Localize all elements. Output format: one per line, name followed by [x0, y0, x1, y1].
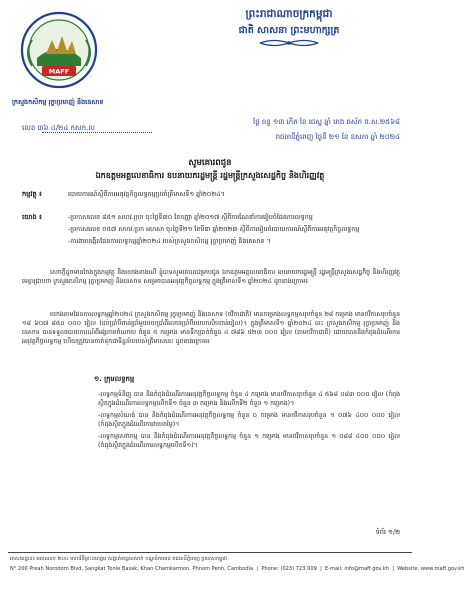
footer-phone: Phone: (023) 723 009 — [261, 566, 317, 572]
reference-number: ៣៦ ៤/២៤ កសក.ល — [37, 124, 95, 132]
reference-item: -ការងារបង្កើតផែនការលទ្ធកម្មឆ្នាំ២០២៤ របស់ក្រសួងកសិកម្ម រុក្ខាប្រមាញ់ និងនេសាទ ។ — [68, 238, 271, 245]
references-label: យោង ៖ — [22, 213, 42, 221]
emblem-text: MAFF — [48, 67, 70, 76]
bullet-item: -លទ្ធកម្មទំនិញ បាន និងកំពុងដំណើរការអនុវត្តកិច្ចលទ្ធកម្ម ចំនួន ៤ កម្រោង មានថវិកាសរុបចំនួន ៤ ៥៦៨ ០៨៣ ០០០ រៀល (កំពុងស្ថិតក្នុងដំណើរការលទ្ធកម្មលើកទី១ ចំនួន ៣ កម្រោង និងលើកទី២ ចំនួន ១ កម្រោង)។ — [98, 391, 400, 407]
salutation-line: សូមគោរពជូន — [188, 158, 232, 168]
national-motto: ជាតិ សាសនា ព្រះមហាក្សត្រ — [238, 25, 340, 36]
recipient-line: ឯកឧត្តមអគ្គលេខាធិការ ឧបនាយករដ្ឋមន្ត្រី រដ្ឋមន្ត្រីក្រសួងសេដ្ឋកិច្ច និងហិរញ្ញវត្ថុ — [95, 170, 325, 180]
kingdom-heading: ព្រះរាជាណាចក្រកម្ពុជា — [245, 8, 333, 20]
ornament-divider-icon — [258, 38, 320, 48]
reference-underline — [42, 132, 152, 133]
reference-item: -ប្រកាសលេខ ០៥៧ សហវ.ប្រក អហសា ចុះថ្ងៃទី២១ ខែមីនា ឆ្នាំ២០២៣ ស្តីពីការរៀបចំរបាយការណ៍ស្តីពីការអនុវត្តកិច្ចលទ្ធកម្ម — [68, 226, 360, 233]
page-number: ទំព័រ ១/២ — [375, 528, 400, 536]
footer-address-en-text: N° 200 Preah Norodom Blvd, Sangkat Tonle Basak, Khan Chamkarmon, Phnom Penh, Cambodia — [10, 566, 254, 572]
reference-label: លេខ — [22, 124, 36, 132]
footer-email: E-mail: info@maff.gov.kh — [325, 566, 389, 572]
ministry-name: ក្រសួងកសិកម្ម រុក្ខាប្រមាញ់ និងនេសាទ — [12, 98, 104, 106]
references-list — [68, 213, 398, 249]
subject-label: កម្មវត្ថុ ៖ — [22, 190, 42, 198]
footer-address-english: N° 200 Preah Norodom Blvd, Sangkat Tonle Basak, Khan Chamkarmon, Phnom Penh, Cambodia | Phone: (023) 723 009 | E-mail: info@maff.gov.kh | Website: www.maff.gov.kh — [10, 566, 464, 572]
section-heading: ១. ក្រុមលទ្ធកម្ម — [94, 375, 135, 383]
footer-divider — [8, 552, 412, 553]
footer-address-kh-text: អាសយដ្ឋាន៖ អគារលេខ ២០០ មហាវិថីព្រះនរោត្តម សង្កាត់ទន្លេបាសាក់ ខណ្ឌចំការមន រាជធានីភ្នំពេញ ប្រទេសកម្ពុជា — [10, 556, 228, 562]
reference-item: -ប្រកាសលេខ ៨៥១ សហវ.ប្រក ចុះថ្ងៃទី៣០ ខែកញ្ញា ឆ្នាំ២០១៧ ស្តីពីការណែនាំការរៀបចំផែនការលទ្ធកម្ម — [68, 214, 313, 221]
intro-paragraph: សេចក្តីដូចមានចែងក្នុងកម្មវត្ថុ និងយោងខាងលើ ខ្ញុំបាទសូមគោរពជម្រាបជូន ឯកឧត្តមអគ្គលេខាធិការ ឧបនាយករដ្ឋមន្ត្រី រដ្ឋមន្ត្រីក្រសួងសេដ្ឋកិច្ច និងហិរញ្ញវត្ថុ មេត្តាជ្រាបថា ក្រសួងកសិកម្ម រុក្ខាប្រមាញ់ និងនេសាទ សម្រេចបានអនុវត្តកិច្ចលទ្ធកម្ម ក្នុងត្រីមាសទី១ ឆ្នាំ២០២៤ ដូចខាងក្រោម៖ — [22, 269, 400, 285]
bullet-item: -លទ្ធកម្មសំណង់ បាន និងកំពុងដំណើរការអនុវត្តកិច្ចលទ្ធកម្ម ចំនួន ០ កម្រោង មានថវិកាសរុបចំនួន ១ ០៧៦ ៤០០ ០០០ រៀល (កំពុងស្ថិតក្នុងដំណើរការវាយតម្លៃ)។ — [98, 412, 400, 428]
footer-website: Website: www.maff.gov.kh — [397, 566, 464, 572]
footer-address-khmer — [10, 556, 410, 563]
bullet-item: -លទ្ធកម្មសេវាកម្ម បាន និងកំពុងដំណើរការអនុវត្តកិច្ចលទ្ធកម្ម ចំនួន ១ កម្រោង មានថវិកាសរុបចំនួន ១ ០៨៨ ៤០០ ០០០ រៀល (កំពុងស្ថិតក្នុងដំណើរការលទ្ធកម្មលើកទី១)។ — [98, 433, 400, 449]
subject-text: របាយការណ៍ស្តីពីការអនុវត្តកិច្ចលទ្ធកម្មប្រចាំត្រីមាសទី១ ឆ្នាំ២០២៤។ — [68, 191, 225, 198]
summary-paragraph: យោងតាមផែនការលទ្ធកម្មឆ្នាំ២០២៤ ក្រសួងកសិកម្ម រុក្ខាប្រមាញ់ និងនេសាទ (ថវិកាជាតិ) មានកម្រោងលទ្ធកម្មសរុបចំនួន ២៨ កម្រោង មានថវិកាសរុបចំនួន ១៨ ៦០៧ ៨៥០ ០០០ រៀល (ដប់ប្រាំបីពាន់ប្រាំមួយរយប្រាំពីរលានប្រាំបីរយហាសិបពាន់រៀល)។ ក្នុងត្រីមាសទី១ ឆ្នាំ២០២៤ នេះ ក្រសួងកសិកម្ម រុក្ខាប្រមាញ់ និងនេសាទ បានទទួលរបាយការណ៍ពីអង្គភាពចំណាយ ចំនួន ៥ កម្រោង មានទឹកប្រាក់ចំនួន ៤ ៧៨៦ ៥២៣ ០០០ រៀល (តាមថវិកាជាតិ) ដោយបាននិងកំពុងដំណើរការអនុវត្តកិច្ចលទ្ធកម្ម ហើយត្រូវបានចាត់ទុកជាទិន្នន័យរបស់ត្រីមាសនេះ ដូចខាងក្រោម៖ — [22, 311, 400, 345]
solar-date: រាជធានីភ្នំពេញ ថ្ងៃទី ២១ ខែ ឧសភា ឆ្នាំ ២០២៤ — [275, 133, 400, 141]
ministry-emblem-icon — [18, 10, 100, 90]
lunar-date: ថ្ងៃ ចន្ទ ១៣ កើត ខែ ជេស្ឋ ឆ្នាំ រោង ឆស័ក ព.ស.២៥៦៨ — [252, 118, 400, 126]
procurement-bullets — [98, 390, 400, 453]
